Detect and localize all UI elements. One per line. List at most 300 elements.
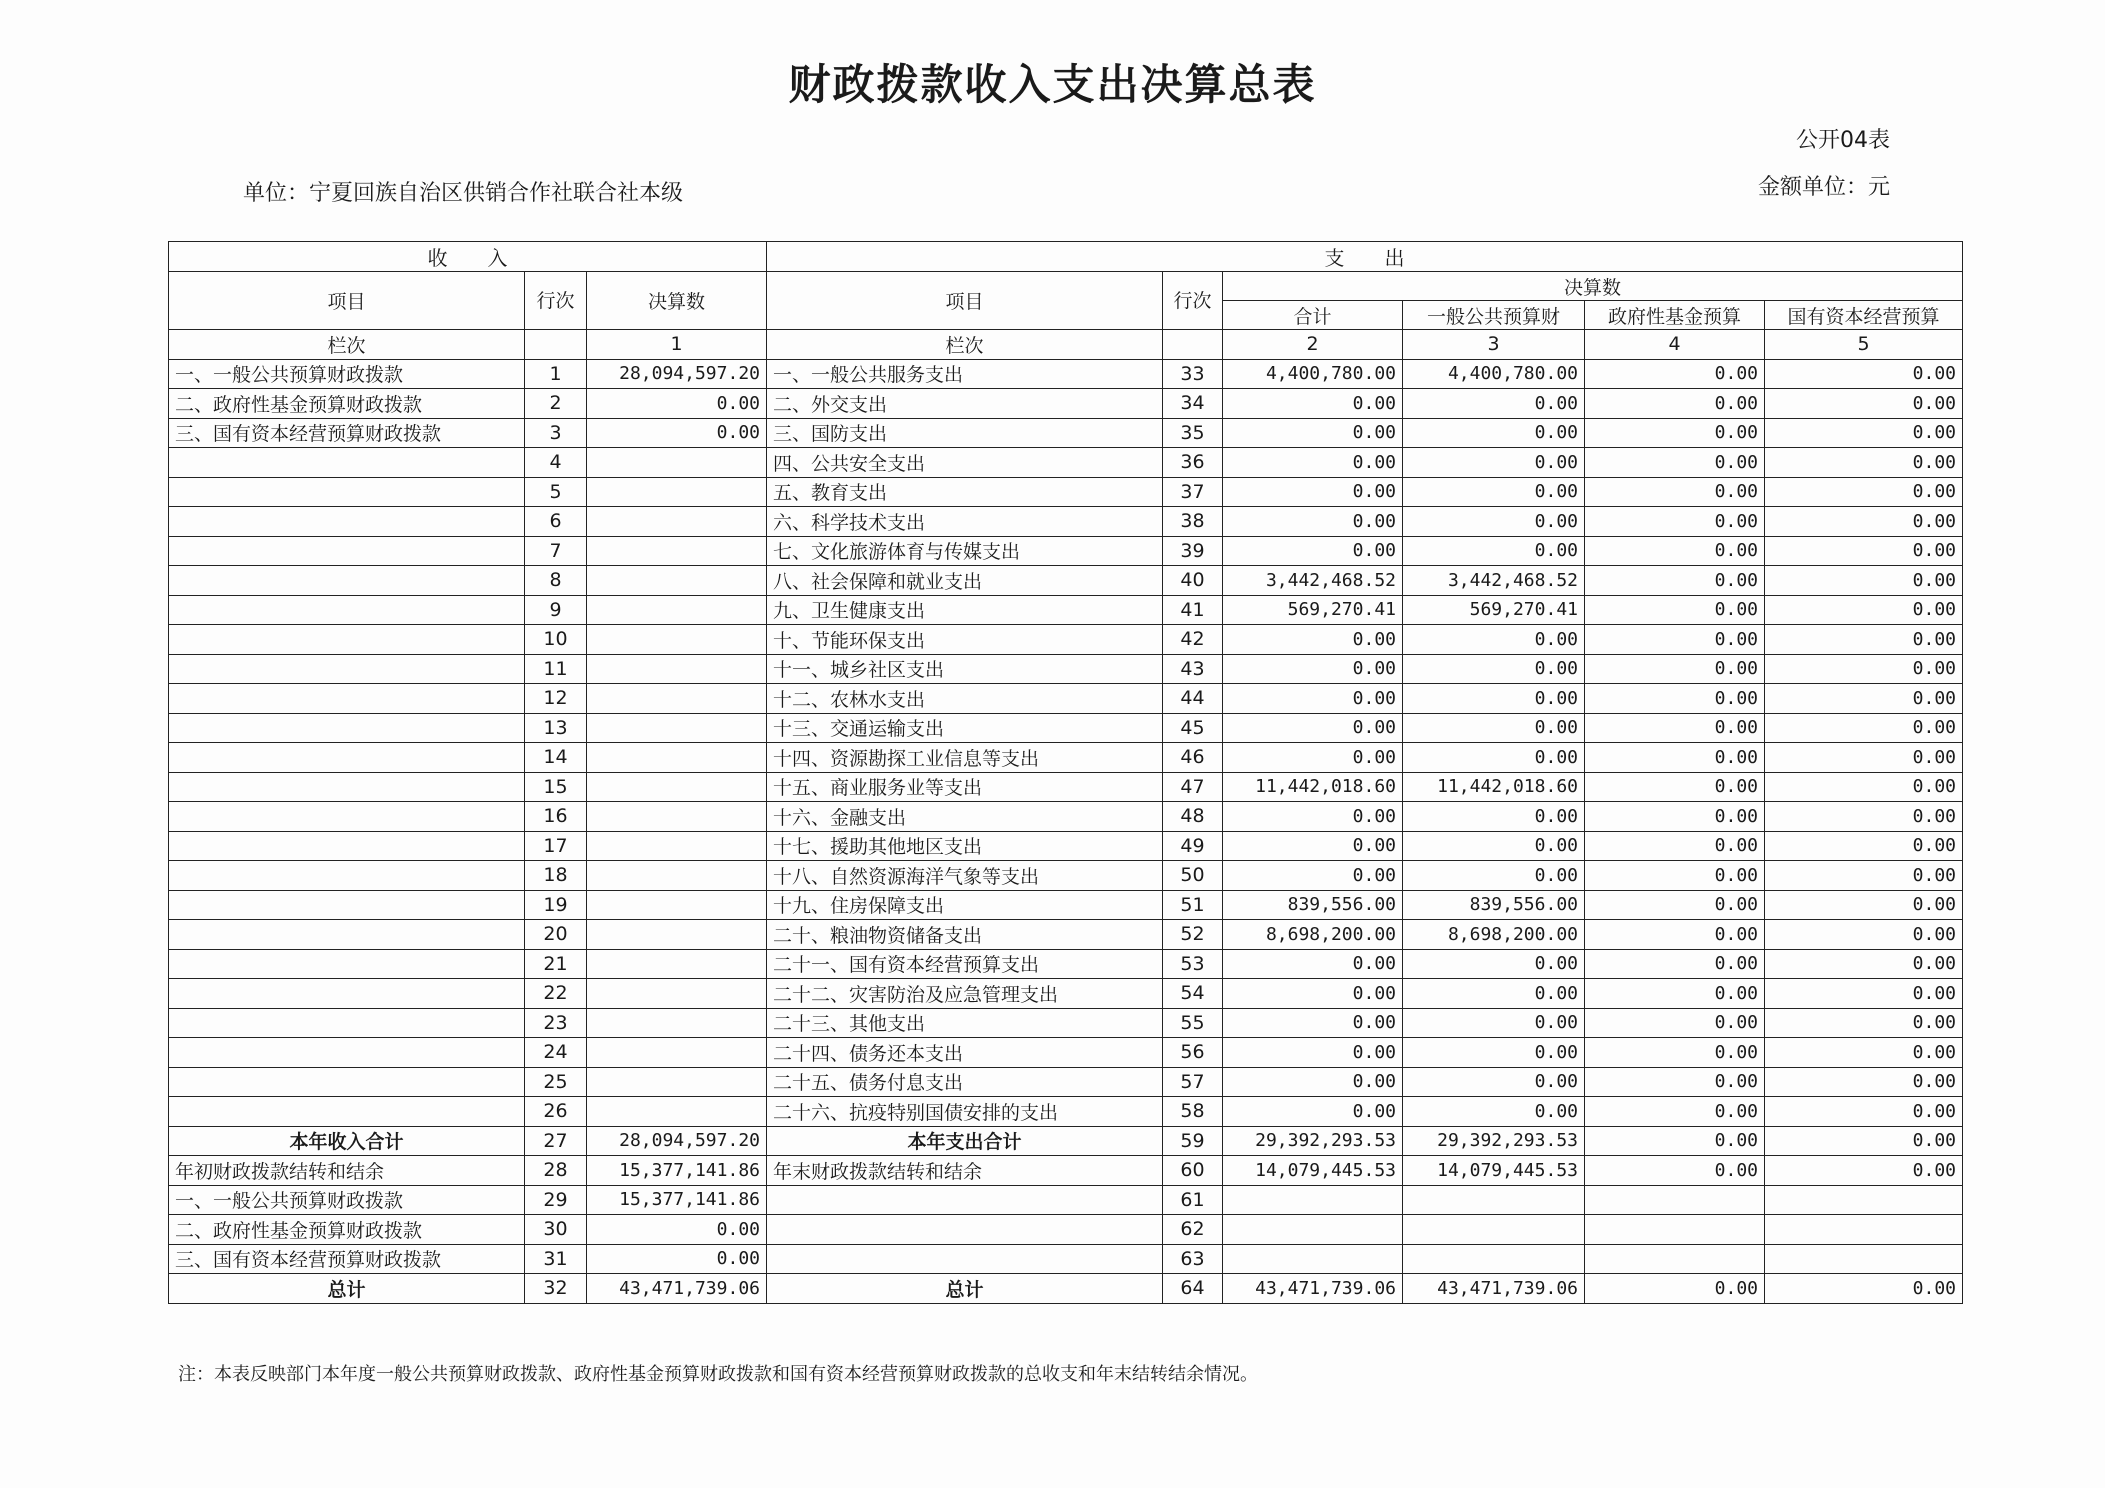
expense-item-cell: 二十一、国有资本经营预算支出 <box>767 949 1163 979</box>
expense-line-cell: 51 <box>1163 890 1223 920</box>
expense-item-cell: 四、公共安全支出 <box>767 448 1163 478</box>
expense-item-cell: 十六、金融支出 <box>767 802 1163 832</box>
expense-line-cell: 56 <box>1163 1038 1223 1068</box>
income-item-cell <box>169 595 525 625</box>
expense-total-cell: 0.00 <box>1223 418 1403 448</box>
expense-gov-fund-cell: 0.00 <box>1585 654 1765 684</box>
expense-state-capital-cell: 0.00 <box>1765 1067 1963 1097</box>
income-item-cell: 一、一般公共预算财政拨款 <box>169 359 525 389</box>
expense-general-cell: 0.00 <box>1403 831 1585 861</box>
expense-item-cell: 六、科学技术支出 <box>767 507 1163 537</box>
income-item-cell <box>169 1097 525 1127</box>
expense-state-capital-cell <box>1765 1244 1963 1274</box>
expense-item-cell: 十八、自然资源海洋气象等支出 <box>767 861 1163 891</box>
expense-gov-fund-cell: 0.00 <box>1585 389 1765 419</box>
expense-total-cell: 4,400,780.00 <box>1223 359 1403 389</box>
table-row <box>169 418 1963 448</box>
expense-item-cell: 十九、住房保障支出 <box>767 890 1163 920</box>
expense-gov-fund-cell: 0.00 <box>1585 920 1765 950</box>
expense-general-cell: 8,698,200.00 <box>1403 920 1585 950</box>
table-row <box>169 566 1963 596</box>
income-amount-header: 决算数 <box>587 272 767 330</box>
expense-item-cell: 二十六、抗疫特别国债安排的支出 <box>767 1097 1163 1127</box>
income-line-cell: 10 <box>525 625 587 655</box>
expense-gov-fund-cell: 0.00 <box>1585 831 1765 861</box>
income-line-cell: 1 <box>525 359 587 389</box>
income-line-header: 行次 <box>525 272 587 330</box>
expense-general-cell: 839,556.00 <box>1403 890 1585 920</box>
expense-line-cell: 45 <box>1163 713 1223 743</box>
expense-line-cell: 47 <box>1163 772 1223 802</box>
income-item-cell <box>169 536 525 566</box>
expense-line-cell: 52 <box>1163 920 1223 950</box>
expense-line-cell: 50 <box>1163 861 1223 891</box>
expense-state-capital-cell: 0.00 <box>1765 1274 1963 1304</box>
col-number-2: 2 <box>1223 330 1403 360</box>
expense-line-cell: 53 <box>1163 949 1223 979</box>
expense-amount-group-header: 决算数 <box>1223 272 1963 301</box>
income-line-cell: 21 <box>525 949 587 979</box>
income-amount-cell <box>587 772 767 802</box>
expense-item-cell: 二十三、其他支出 <box>767 1008 1163 1038</box>
expense-gov-fund-cell <box>1585 1185 1765 1215</box>
expense-state-capital-cell: 0.00 <box>1765 1097 1963 1127</box>
income-amount-cell <box>587 1067 767 1097</box>
expense-state-capital-cell: 0.00 <box>1765 389 1963 419</box>
table-row <box>169 1038 1963 1068</box>
expense-item-cell <box>767 1244 1163 1274</box>
income-amount-cell <box>587 831 767 861</box>
table-row <box>169 1126 1963 1156</box>
expense-gov-fund-cell: 0.00 <box>1585 1067 1765 1097</box>
expense-total-cell: 0.00 <box>1223 1097 1403 1127</box>
income-item-cell <box>169 861 525 891</box>
expense-item-cell: 二、外交支出 <box>767 389 1163 419</box>
income-line-cell: 18 <box>525 861 587 891</box>
expense-total-cell: 0.00 <box>1223 536 1403 566</box>
income-amount-cell <box>587 890 767 920</box>
expense-item-cell: 十七、援助其他地区支出 <box>767 831 1163 861</box>
expense-general-cell <box>1403 1185 1585 1215</box>
expense-gov-fund-cell: 0.00 <box>1585 979 1765 1009</box>
expense-line-cell: 34 <box>1163 389 1223 419</box>
expense-state-capital-cell: 0.00 <box>1765 772 1963 802</box>
income-item-cell <box>169 772 525 802</box>
expense-gov-fund-cell: 0.00 <box>1585 418 1765 448</box>
expense-gov-fund-cell: 0.00 <box>1585 507 1765 537</box>
expense-gov-fund-cell: 0.00 <box>1585 1097 1765 1127</box>
income-item-cell <box>169 1008 525 1038</box>
expense-item-header: 项目 <box>767 272 1163 330</box>
table-row <box>169 654 1963 684</box>
income-line-cell: 29 <box>525 1185 587 1215</box>
expense-general-cell: 0.00 <box>1403 389 1585 419</box>
expense-total-cell: 29,392,293.53 <box>1223 1126 1403 1156</box>
general-col-header: 一般公共预算财 <box>1403 301 1585 330</box>
expense-gov-fund-cell: 0.00 <box>1585 1274 1765 1304</box>
income-item-cell <box>169 979 525 1009</box>
income-item-cell: 一、一般公共预算财政拨款 <box>169 1185 525 1215</box>
expense-state-capital-cell <box>1765 1185 1963 1215</box>
expense-gov-fund-cell: 0.00 <box>1585 1038 1765 1068</box>
expense-state-capital-cell: 0.00 <box>1765 566 1963 596</box>
expense-item-cell: 八、社会保障和就业支出 <box>767 566 1163 596</box>
income-amount-cell <box>587 802 767 832</box>
income-amount-cell: 15,377,141.86 <box>587 1156 767 1186</box>
table-row <box>169 1244 1963 1274</box>
income-line-cell: 14 <box>525 743 587 773</box>
income-line-cell: 22 <box>525 979 587 1009</box>
expense-state-capital-cell: 0.00 <box>1765 861 1963 891</box>
expense-general-cell: 0.00 <box>1403 654 1585 684</box>
expense-state-capital-cell: 0.00 <box>1765 1156 1963 1186</box>
expense-total-cell: 43,471,739.06 <box>1223 1274 1403 1304</box>
income-line-cell: 19 <box>525 890 587 920</box>
income-item-cell <box>169 654 525 684</box>
expense-total-cell: 0.00 <box>1223 625 1403 655</box>
expense-item-cell <box>767 1215 1163 1245</box>
table-row <box>169 949 1963 979</box>
expense-general-cell: 0.00 <box>1403 507 1585 537</box>
expense-gov-fund-cell: 0.00 <box>1585 566 1765 596</box>
expense-line-cell: 36 <box>1163 448 1223 478</box>
expense-total-cell: 839,556.00 <box>1223 890 1403 920</box>
expense-total-cell: 0.00 <box>1223 1008 1403 1038</box>
expense-state-capital-cell: 0.00 <box>1765 1038 1963 1068</box>
expense-gov-fund-cell: 0.00 <box>1585 772 1765 802</box>
expense-state-capital-cell: 0.00 <box>1765 1008 1963 1038</box>
income-item-header: 项目 <box>169 272 525 330</box>
income-item-cell <box>169 507 525 537</box>
income-line-cell: 5 <box>525 477 587 507</box>
expense-line-cell: 39 <box>1163 536 1223 566</box>
table-row <box>169 831 1963 861</box>
income-amount-cell: 28,094,597.20 <box>587 1126 767 1156</box>
expense-item-cell: 三、国防支出 <box>767 418 1163 448</box>
table-row <box>169 1215 1963 1245</box>
income-amount-cell: 0.00 <box>587 389 767 419</box>
income-amount-cell: 43,471,739.06 <box>587 1274 767 1304</box>
expense-total-cell: 0.00 <box>1223 684 1403 714</box>
income-item-cell: 本年收入合计 <box>169 1126 525 1156</box>
expense-line-cell: 58 <box>1163 1097 1223 1127</box>
income-item-cell: 三、国有资本经营预算财政拨款 <box>169 1244 525 1274</box>
expense-state-capital-cell: 0.00 <box>1765 654 1963 684</box>
table-row <box>169 684 1963 714</box>
table-row <box>169 1156 1963 1186</box>
income-item-cell <box>169 477 525 507</box>
table-row <box>169 1185 1963 1215</box>
expense-line-cell: 42 <box>1163 625 1223 655</box>
income-item-cell: 二、政府性基金预算财政拨款 <box>169 1215 525 1245</box>
expense-state-capital-cell: 0.00 <box>1765 359 1963 389</box>
expense-total-cell: 0.00 <box>1223 448 1403 478</box>
table-row <box>169 359 1963 389</box>
income-amount-cell <box>587 448 767 478</box>
expense-item-cell: 二十四、债务还本支出 <box>767 1038 1163 1068</box>
table-row <box>169 448 1963 478</box>
expense-general-cell: 0.00 <box>1403 1067 1585 1097</box>
expense-state-capital-cell <box>1765 1215 1963 1245</box>
income-item-cell: 二、政府性基金预算财政拨款 <box>169 389 525 419</box>
income-amount-cell <box>587 979 767 1009</box>
table-row <box>169 861 1963 891</box>
expense-general-cell: 0.00 <box>1403 713 1585 743</box>
expense-general-cell: 0.00 <box>1403 536 1585 566</box>
expense-state-capital-cell: 0.00 <box>1765 536 1963 566</box>
expense-general-cell: 0.00 <box>1403 949 1585 979</box>
organization-unit: 单位：宁夏回族自治区供销合作社联合社本级 <box>243 181 684 206</box>
table-row <box>169 802 1963 832</box>
form-code: 公开04表 <box>1796 128 1890 153</box>
expense-item-cell: 十一、城乡社区支出 <box>767 654 1163 684</box>
income-amount-cell <box>587 1038 767 1068</box>
income-item-cell <box>169 1038 525 1068</box>
table-row <box>169 772 1963 802</box>
expense-gov-fund-cell: 0.00 <box>1585 625 1765 655</box>
expense-total-cell: 0.00 <box>1223 831 1403 861</box>
table-row <box>169 507 1963 537</box>
expense-gov-fund-cell: 0.00 <box>1585 1156 1765 1186</box>
expense-line-cell: 63 <box>1163 1244 1223 1274</box>
expense-state-capital-cell: 0.00 <box>1765 802 1963 832</box>
expense-general-cell: 14,079,445.53 <box>1403 1156 1585 1186</box>
income-line-cell: 7 <box>525 536 587 566</box>
expense-general-cell <box>1403 1244 1585 1274</box>
expense-line-cell: 33 <box>1163 359 1223 389</box>
table-row <box>169 920 1963 950</box>
expense-item-cell: 十三、交通运输支出 <box>767 713 1163 743</box>
expense-item-cell: 十四、资源勘探工业信息等支出 <box>767 743 1163 773</box>
table-row <box>169 1067 1963 1097</box>
expense-total-cell: 0.00 <box>1223 713 1403 743</box>
expense-gov-fund-cell <box>1585 1215 1765 1245</box>
income-item-cell <box>169 890 525 920</box>
money-unit: 金额单位：元 <box>1757 175 1890 200</box>
table-row <box>169 743 1963 773</box>
table-row <box>169 477 1963 507</box>
expense-header: 支 出 <box>767 242 1963 272</box>
income-amount-cell: 15,377,141.86 <box>587 1185 767 1215</box>
expense-state-capital-cell: 0.00 <box>1765 625 1963 655</box>
expense-gov-fund-cell: 0.00 <box>1585 743 1765 773</box>
income-amount-cell <box>587 713 767 743</box>
income-line-cell: 11 <box>525 654 587 684</box>
expense-total-cell: 0.00 <box>1223 389 1403 419</box>
expense-gov-fund-cell: 0.00 <box>1585 595 1765 625</box>
expense-general-cell: 0.00 <box>1403 1008 1585 1038</box>
expense-total-cell <box>1223 1244 1403 1274</box>
income-amount-cell <box>587 654 767 684</box>
income-line-cell: 25 <box>525 1067 587 1097</box>
total-col-header: 合计 <box>1223 301 1403 330</box>
expense-line-cell: 46 <box>1163 743 1223 773</box>
expense-line-cell: 61 <box>1163 1185 1223 1215</box>
expense-state-capital-cell: 0.00 <box>1765 920 1963 950</box>
income-item-cell <box>169 684 525 714</box>
expense-line-cell: 43 <box>1163 654 1223 684</box>
expense-line-cell: 37 <box>1163 477 1223 507</box>
expense-total-cell: 0.00 <box>1223 743 1403 773</box>
expense-line-cell: 62 <box>1163 1215 1223 1245</box>
expense-general-cell: 0.00 <box>1403 418 1585 448</box>
income-amount-cell <box>587 1008 767 1038</box>
income-item-cell <box>169 713 525 743</box>
expense-line-cell: 41 <box>1163 595 1223 625</box>
income-item-cell <box>169 831 525 861</box>
income-line-cell: 12 <box>525 684 587 714</box>
expense-total-cell: 0.00 <box>1223 1067 1403 1097</box>
expense-item-cell: 十、节能环保支出 <box>767 625 1163 655</box>
expense-general-cell: 569,270.41 <box>1403 595 1585 625</box>
expense-gov-fund-cell: 0.00 <box>1585 684 1765 714</box>
expense-gov-fund-cell: 0.00 <box>1585 713 1765 743</box>
table-row <box>169 1274 1963 1304</box>
income-item-cell <box>169 448 525 478</box>
income-amount-cell <box>587 536 767 566</box>
income-line-cell: 23 <box>525 1008 587 1038</box>
table-row <box>169 625 1963 655</box>
gov-fund-col-header: 政府性基金预算 <box>1585 301 1765 330</box>
income-line-cell: 15 <box>525 772 587 802</box>
income-item-cell: 总计 <box>169 1274 525 1304</box>
income-line-cell: 2 <box>525 389 587 419</box>
income-item-cell <box>169 949 525 979</box>
footnote: 注：本表反映部门本年度一般公共预算财政拨款、政府性基金预算财政拨款和国有资本经营预算财政拨款的总收支和年末结转结余情况。 <box>178 1364 1258 1385</box>
expense-gov-fund-cell: 0.00 <box>1585 890 1765 920</box>
expense-line-cell: 35 <box>1163 418 1223 448</box>
expense-item-cell: 十五、商业服务业等支出 <box>767 772 1163 802</box>
expense-gov-fund-cell: 0.00 <box>1585 861 1765 891</box>
table-row <box>169 713 1963 743</box>
table-row <box>169 890 1963 920</box>
table-row <box>169 389 1963 419</box>
expense-item-cell: 总计 <box>767 1274 1163 1304</box>
expense-total-cell: 0.00 <box>1223 861 1403 891</box>
expense-state-capital-cell: 0.00 <box>1765 418 1963 448</box>
income-amount-cell: 28,094,597.20 <box>587 359 767 389</box>
income-line-cell: 26 <box>525 1097 587 1127</box>
expense-total-cell: 0.00 <box>1223 477 1403 507</box>
income-amount-cell <box>587 949 767 979</box>
expense-item-cell: 二十、粮油物资储备支出 <box>767 920 1163 950</box>
income-amount-cell: 0.00 <box>587 418 767 448</box>
income-item-cell <box>169 920 525 950</box>
expense-line-cell: 57 <box>1163 1067 1223 1097</box>
income-item-cell <box>169 802 525 832</box>
state-capital-col-header: 国有资本经营预算 <box>1765 301 1963 330</box>
income-amount-cell <box>587 566 767 596</box>
expense-general-cell: 0.00 <box>1403 684 1585 714</box>
expense-line-cell: 49 <box>1163 831 1223 861</box>
expense-total-cell: 0.00 <box>1223 1038 1403 1068</box>
expense-line-cell: 48 <box>1163 802 1223 832</box>
page-title: 财政拨款收入支出决算总表 <box>788 60 1317 109</box>
expense-state-capital-cell: 0.00 <box>1765 713 1963 743</box>
expense-state-capital-cell: 0.00 <box>1765 831 1963 861</box>
expense-total-cell <box>1223 1215 1403 1245</box>
expense-state-capital-cell: 0.00 <box>1765 890 1963 920</box>
expense-line-cell: 40 <box>1163 566 1223 596</box>
income-item-cell <box>169 625 525 655</box>
income-line-cell: 4 <box>525 448 587 478</box>
table-row <box>169 595 1963 625</box>
col-number-3: 3 <box>1403 330 1585 360</box>
expense-gov-fund-cell: 0.00 <box>1585 477 1765 507</box>
col-number-5: 5 <box>1765 330 1963 360</box>
expense-general-cell: 0.00 <box>1403 802 1585 832</box>
expense-state-capital-cell: 0.00 <box>1765 477 1963 507</box>
expense-state-capital-cell: 0.00 <box>1765 595 1963 625</box>
expense-item-cell: 七、文化旅游体育与传媒支出 <box>767 536 1163 566</box>
table-row <box>169 536 1963 566</box>
income-item-cell <box>169 566 525 596</box>
income-line-cell: 9 <box>525 595 587 625</box>
col-label-right: 栏次 <box>767 330 1163 360</box>
income-line-cell: 8 <box>525 566 587 596</box>
expense-gov-fund-cell <box>1585 1244 1765 1274</box>
expense-gov-fund-cell: 0.00 <box>1585 1008 1765 1038</box>
budget-table <box>168 241 1963 1304</box>
income-item-cell: 年初财政拨款结转和结余 <box>169 1156 525 1186</box>
expense-item-cell: 二十五、债务付息支出 <box>767 1067 1163 1097</box>
income-amount-cell <box>587 920 767 950</box>
expense-state-capital-cell: 0.00 <box>1765 1126 1963 1156</box>
table-row <box>169 1097 1963 1127</box>
expense-total-cell: 14,079,445.53 <box>1223 1156 1403 1186</box>
income-line-cell: 20 <box>525 920 587 950</box>
expense-general-cell: 0.00 <box>1403 448 1585 478</box>
expense-general-cell: 0.00 <box>1403 861 1585 891</box>
expense-general-cell: 3,442,468.52 <box>1403 566 1585 596</box>
expense-item-cell: 二十二、灾害防治及应急管理支出 <box>767 979 1163 1009</box>
expense-state-capital-cell: 0.00 <box>1765 979 1963 1009</box>
expense-item-cell: 五、教育支出 <box>767 477 1163 507</box>
expense-gov-fund-cell: 0.00 <box>1585 359 1765 389</box>
expense-total-cell: 569,270.41 <box>1223 595 1403 625</box>
expense-total-cell: 0.00 <box>1223 654 1403 684</box>
income-amount-cell <box>587 477 767 507</box>
expense-item-cell: 本年支出合计 <box>767 1126 1163 1156</box>
income-amount-cell <box>587 1097 767 1127</box>
expense-general-cell: 11,442,018.60 <box>1403 772 1585 802</box>
income-line-cell: 31 <box>525 1244 587 1274</box>
expense-item-cell: 九、卫生健康支出 <box>767 595 1163 625</box>
col-number-1: 1 <box>587 330 767 360</box>
expense-total-cell <box>1223 1185 1403 1215</box>
expense-line-cell: 59 <box>1163 1126 1223 1156</box>
expense-gov-fund-cell: 0.00 <box>1585 448 1765 478</box>
income-line-cell: 13 <box>525 713 587 743</box>
expense-line-header: 行次 <box>1163 272 1223 330</box>
expense-state-capital-cell: 0.00 <box>1765 684 1963 714</box>
income-amount-cell: 0.00 <box>587 1244 767 1274</box>
expense-line-cell: 44 <box>1163 684 1223 714</box>
expense-total-cell: 0.00 <box>1223 949 1403 979</box>
col-label-left: 栏次 <box>169 330 525 360</box>
expense-item-cell <box>767 1185 1163 1215</box>
income-amount-cell <box>587 684 767 714</box>
expense-total-cell: 0.00 <box>1223 802 1403 832</box>
expense-line-cell: 60 <box>1163 1156 1223 1186</box>
expense-line-cell: 38 <box>1163 507 1223 537</box>
expense-gov-fund-cell: 0.00 <box>1585 802 1765 832</box>
expense-general-cell: 0.00 <box>1403 1097 1585 1127</box>
income-item-cell <box>169 743 525 773</box>
income-header: 收 入 <box>169 242 767 272</box>
expense-general-cell: 0.00 <box>1403 625 1585 655</box>
expense-item-cell: 一、一般公共服务支出 <box>767 359 1163 389</box>
